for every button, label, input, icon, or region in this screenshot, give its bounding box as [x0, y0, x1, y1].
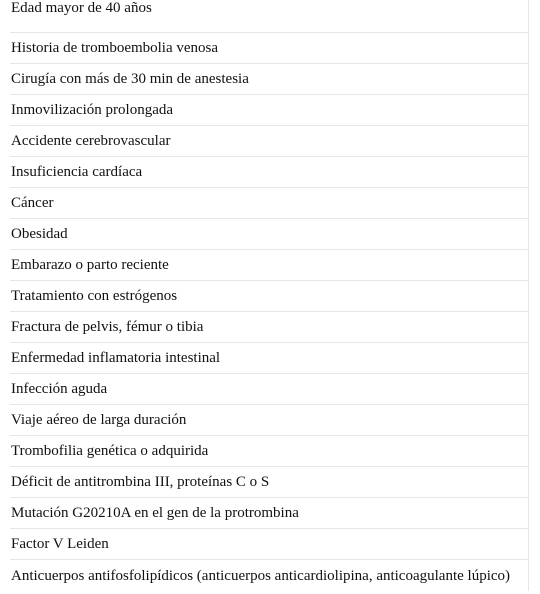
risk-factor-cell: Trombofilia genética o adquirida: [10, 436, 529, 467]
risk-factor-cell: Obesidad: [10, 219, 529, 250]
table-row: [10, 529, 529, 560]
risk-factor-cell: Enfermedad inflamatoria intestinal: [10, 343, 529, 374]
risk-factors-table: [10, 0, 529, 591]
table-row: [10, 405, 529, 436]
risk-factor-cell: Accidente cerebrovascular: [10, 126, 529, 157]
risk-factor-cell: Infección aguda: [10, 374, 529, 405]
table-row: [10, 33, 529, 64]
table-row: [10, 312, 529, 343]
table-row: [10, 374, 529, 405]
table-row: [10, 250, 529, 281]
table-row: [10, 343, 529, 374]
table-row: [10, 64, 529, 95]
table-row: [10, 157, 529, 188]
risk-factor-cell: Historia de tromboembolia venosa: [10, 33, 529, 64]
table-row: [10, 126, 529, 157]
risk-factor-cell: Insuficiencia cardíaca: [10, 157, 529, 188]
table-row: [10, 467, 529, 498]
table-row: [10, 281, 529, 312]
risk-factor-cell: Déficit de antitrombina III, proteínas C o S: [10, 467, 529, 498]
table-row: [10, 219, 529, 250]
risk-factor-cell: Anticuerpos antifosfolipídicos (anticuerpos anticardiolipina, anticoagulante lúpico): [10, 560, 529, 592]
table-row: [10, 188, 529, 219]
risk-factor-cell: Inmovilización prolongada: [10, 95, 529, 126]
table-row: [10, 498, 529, 529]
risk-factor-cell: Cáncer: [10, 188, 529, 219]
risk-factor-cell: Cirugía con más de 30 min de anestesia: [10, 64, 529, 95]
risk-factor-cell: Fractura de pelvis, fémur o tibia: [10, 312, 529, 343]
table-row: [10, 560, 529, 592]
risk-factor-cell: Tratamiento con estrógenos: [10, 281, 529, 312]
table-row: [10, 95, 529, 126]
table-row: [10, 436, 529, 467]
risk-factor-cell: Mutación G20210A en el gen de la protrombina: [10, 498, 529, 529]
risk-factor-cell: Embarazo o parto reciente: [10, 250, 529, 281]
risk-factor-cell: Viaje aéreo de larga duración: [10, 405, 529, 436]
risk-factor-cell: Factor V Leiden: [10, 529, 529, 560]
risk-factor-cell: Edad mayor de 40 años: [10, 0, 529, 33]
table-row: [10, 0, 529, 33]
